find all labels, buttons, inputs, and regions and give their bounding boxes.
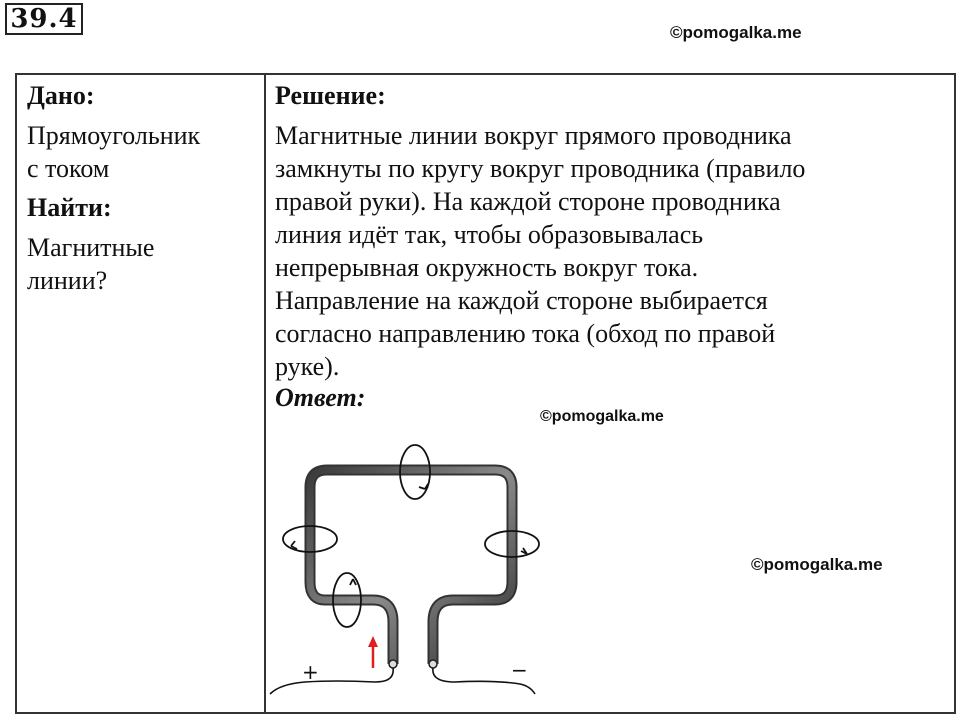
given-line: Прямоугольник bbox=[27, 121, 201, 150]
circuit-figure bbox=[265, 432, 555, 712]
field-arrow-icon bbox=[350, 579, 356, 585]
watermark: ©pomogalka.me bbox=[540, 408, 664, 425]
given-heading: Дано: bbox=[27, 81, 95, 110]
wire-end-icon bbox=[389, 660, 397, 668]
plus-label: + bbox=[302, 660, 319, 684]
current-arrow-icon bbox=[368, 636, 378, 668]
wire-outline bbox=[310, 470, 512, 664]
watermark: ©pomogalka.me bbox=[751, 555, 883, 574]
find-line: линии? bbox=[27, 266, 108, 295]
answer-heading: Ответ: bbox=[275, 383, 366, 412]
wire bbox=[310, 470, 512, 664]
solution-line: линия идёт так, чтобы образовывалась bbox=[275, 220, 704, 249]
watermark: ©pomogalka.me bbox=[670, 23, 802, 42]
solution-heading: Решение: bbox=[275, 81, 386, 110]
given-line: с током bbox=[27, 154, 110, 183]
solution-line: Направление на каждой стороне выбирается bbox=[275, 286, 768, 315]
solution-line: непрерывная окружность вокруг тока. bbox=[275, 253, 699, 282]
solution-line: согласно направлению тока (обход по правой bbox=[275, 319, 776, 348]
wire-end-icon bbox=[429, 660, 437, 668]
find-line: Магнитные bbox=[27, 233, 155, 262]
problem-number: 39.4 bbox=[5, 3, 83, 35]
positive-lead bbox=[270, 668, 393, 694]
solution-line: руке). bbox=[275, 352, 340, 381]
find-heading: Найти: bbox=[27, 193, 112, 222]
rectangular-wire-diagram bbox=[265, 432, 555, 712]
field-arrow-icon bbox=[521, 548, 527, 554]
solution-line: замкнуты по кругу вокруг проводника (правило bbox=[275, 154, 806, 183]
solution-column bbox=[275, 79, 945, 413]
given-column bbox=[27, 79, 257, 297]
solution-line: Магнитные линии вокруг прямого проводника bbox=[275, 121, 792, 150]
solution-line: правой руки). На каждой стороне проводника bbox=[275, 187, 781, 216]
minus-label: − bbox=[511, 658, 528, 682]
